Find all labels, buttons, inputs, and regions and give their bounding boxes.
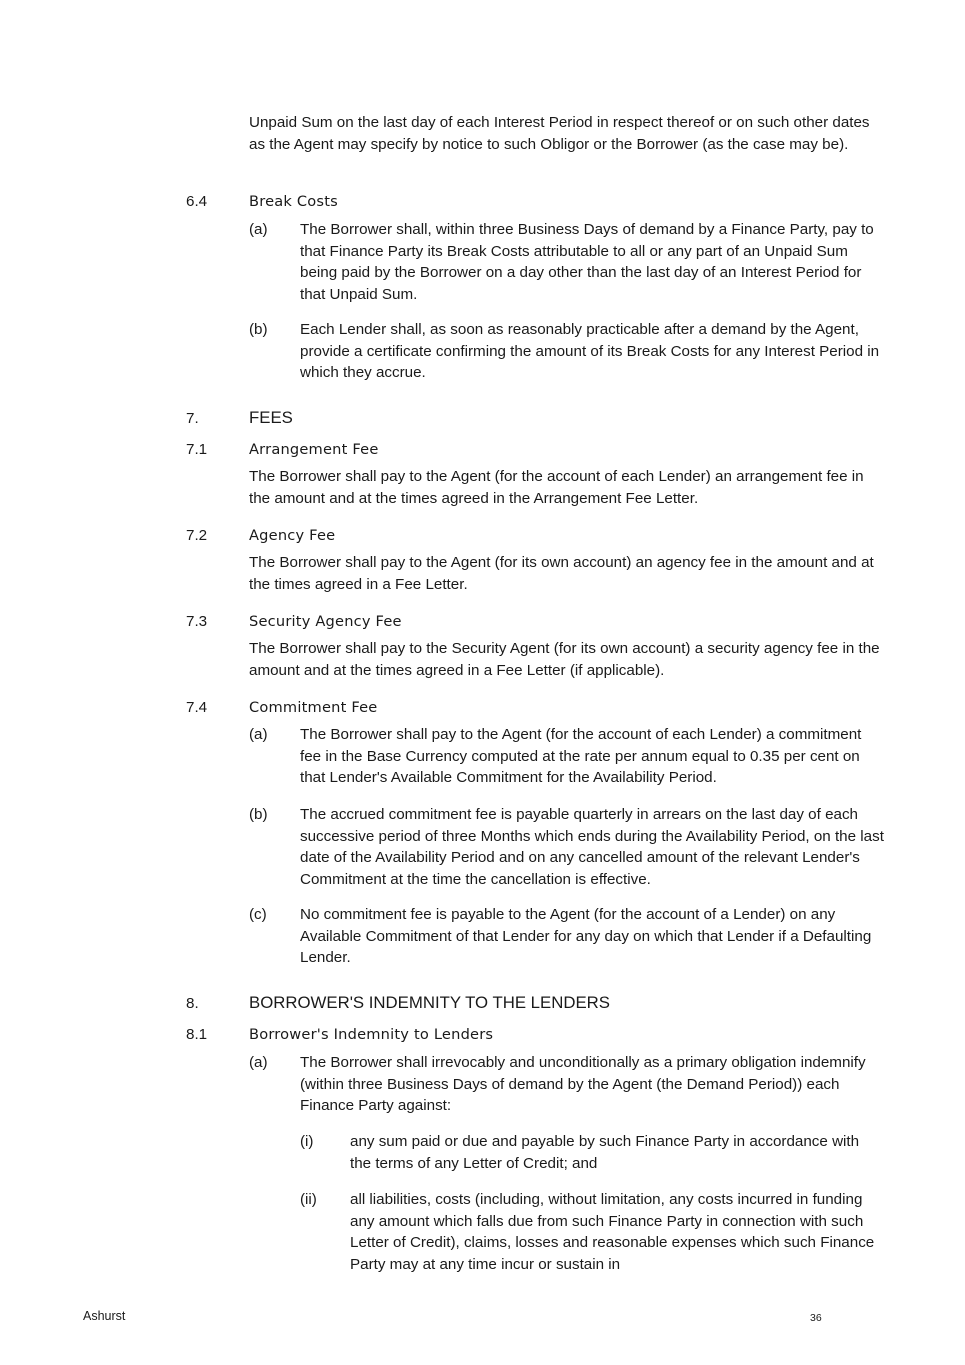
clause-number-7-2: 7.2 [186, 527, 208, 544]
subitem-text-ii: all liabilities, costs (including, without limitation, any costs incurred in funding any amount which falls due from such Finance Party in connection with such Letter of Credit), claims, losses and reasonable expenses which such Finance Party may at any time incur or sustain in [350, 1191, 875, 1273]
clause-number-6-4: 6.4 [186, 193, 208, 210]
clause-title-security-agency-fee: Security Agency Fee [249, 613, 402, 630]
item-text-7-4-c: No commitment fee is payable to the Agent (for the account of a Lender) on any Available Commitment of that Lender for any day on which that Lender if a Defaulting Lender. [300, 906, 872, 966]
item-label-7-4-a: (a) [249, 726, 268, 743]
item-label-7-4-b: (b) [249, 806, 268, 823]
item-label-7-4-c: (c) [249, 906, 267, 923]
clause-text-7-3: The Borrower shall pay to the Security Agent (for its own account) a security agency fee in the amount and at the times agreed in a Fee Letter (if applicable). [249, 640, 880, 679]
clause-number-7-1: 7.1 [186, 441, 208, 458]
clause-number-8-1: 8.1 [186, 1026, 208, 1043]
subitem-label-i: (i) [300, 1133, 314, 1150]
subitem-text-i: any sum paid or due and payable by such Finance Party in accordance with the terms of any Letter of Credit; and [350, 1133, 860, 1172]
item-text-6-4-b: Each Lender shall, as soon as reasonably practicable after a demand by the Agent, provide a certificate confirming the amount of its Break Costs for any Interest Period in which they accrue. [300, 321, 880, 381]
subitem-label-ii: (ii) [300, 1191, 317, 1208]
section-number-8: 8. [186, 995, 199, 1012]
clause-number-7-4: 7.4 [186, 699, 208, 716]
clause-text-7-1: The Borrower shall pay to the Agent (for the account of each Lender) an arrangement fee in the amount and at the times agreed in the Arrangement Fee Letter. [249, 468, 864, 507]
item-label-8-1-a: (a) [249, 1054, 268, 1071]
footer-firm-name: Ashurst [83, 1309, 126, 1323]
item-label-6-4-b: (b) [249, 321, 268, 338]
section-title-borrowers-indemnity: BORROWER'S INDEMNITY TO THE LENDERS [249, 993, 610, 1012]
section-number-7: 7. [186, 410, 199, 427]
intro-paragraph: Unpaid Sum on the last day of each Interest Period in respect thereof or on such other dates as the Agent may specify by notice to such Obligor or the Borrower (as the case may be). [249, 114, 870, 153]
item-text-6-4-a: The Borrower shall, within three Business Days of demand by a Finance Party, pay to that Finance Party its Break Costs attributable to all or any part of an Unpaid Sum being paid by the Borrower on a day other than the last day of an Interest Period for that Unpaid Sum. [300, 221, 874, 303]
item-text-7-4-a: The Borrower shall pay to the Agent (for the account of each Lender) a commitment fee in the Base Currency computed at the rate per annum equal to 0.35 per cent on that Lender's Available Commitment for the Availability Period. [300, 726, 862, 786]
item-text-7-4-b: The accrued commitment fee is payable quarterly in arrears on the last day of each successive period of three Months which ends during the Availability Period, on the last date of the Availability Period and on any cancelled amount of the relevant Lender's Commitment at the time the cancellation is effective. [300, 806, 884, 888]
clause-number-7-3: 7.3 [186, 613, 208, 630]
clause-title-break-costs: Break Costs [249, 193, 338, 210]
clause-title-commitment-fee: Commitment Fee [249, 699, 378, 716]
footer-page-number: 36 [810, 1312, 822, 1324]
clause-title-indemnity-to-lenders: Borrower's Indemnity to Lenders [249, 1026, 494, 1043]
item-text-8-1-a: The Borrower shall irrevocably and unconditionally as a primary obligation indemnify (within three Business Days of demand by the Agent (the Demand Period)) each Finance Party against: [300, 1054, 866, 1114]
clause-title-arrangement-fee: Arrangement Fee [249, 441, 379, 458]
section-title-fees: FEES [249, 408, 293, 427]
item-label-6-4-a: (a) [249, 221, 268, 238]
clause-title-agency-fee: Agency Fee [249, 527, 336, 544]
clause-text-7-2: The Borrower shall pay to the Agent (for its own account) an agency fee in the amount and at the times agreed in a Fee Letter. [249, 554, 874, 593]
